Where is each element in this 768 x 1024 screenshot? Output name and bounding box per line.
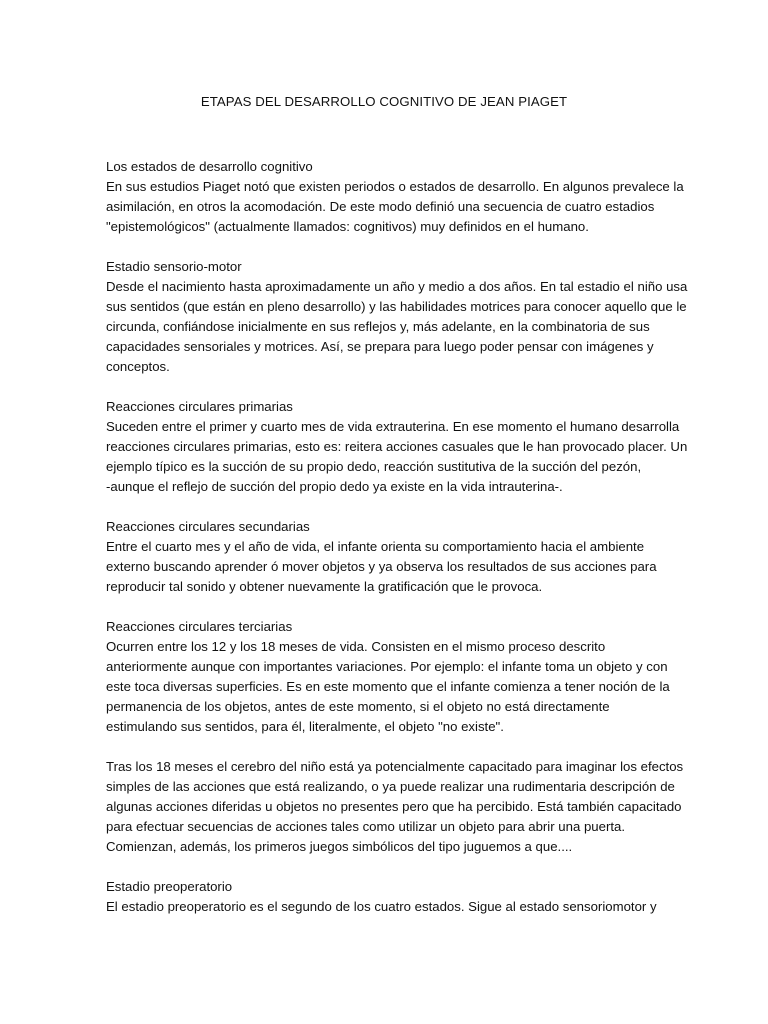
paragraph-line: externo buscando aprender ó mover objetos y ya observa los resultados de sus acciones para bbox=[106, 559, 657, 574]
section-reacciones-primarias bbox=[106, 397, 686, 497]
section-heading: Reacciones circulares terciarias bbox=[106, 619, 293, 634]
paragraph-line: este toca diversas superficies. Es en este momento que el infante comienza a tener noción de la bbox=[106, 679, 670, 694]
paragraph-line: Tras los 18 meses el cerebro del niño está ya potencialmente capacitado para imaginar los efectos bbox=[106, 759, 684, 774]
paragraph-line: algunas acciones diferidas u objetos no presentes pero que ha percibido. Está también capacitado bbox=[106, 799, 682, 814]
section-estados-desarrollo bbox=[106, 157, 686, 237]
section-preoperatorio bbox=[106, 877, 686, 917]
section-heading: Reacciones circulares primarias bbox=[106, 399, 293, 414]
paragraph-line: asimilación, en otros la acomodación. De este modo definió una secuencia de cuatro estadios bbox=[106, 199, 655, 214]
paragraph-line: Entre el cuarto mes y el año de vida, el infante orienta su comportamiento hacia el ambiente bbox=[106, 539, 645, 554]
paragraph-line: Suceden entre el primer y cuarto mes de vida extrauterina. En ese momento el humano desarrolla bbox=[106, 419, 680, 434]
section-reacciones-secundarias bbox=[106, 517, 686, 597]
paragraph-line: para efectuar secuencias de acciones tales como utilizar un objeto para abrir una puerta. bbox=[106, 819, 626, 834]
paragraph-line: Desde el nacimiento hasta aproximadamente un año y medio a dos años. En tal estadio el niño usa bbox=[106, 279, 688, 294]
section-sensorio-motor bbox=[106, 257, 686, 377]
paragraph-line: sus sentidos (que están en pleno desarrollo) y las habilidades motrices para conocer aquello que le bbox=[106, 299, 687, 314]
paragraph-line: estimulando sus sentidos, para él, literalmente, el objeto "no existe". bbox=[106, 719, 504, 734]
paragraph-line: circunda, confiándose inicialmente en sus reflejos y, más adelante, en la combinatoria de sus bbox=[106, 319, 650, 334]
section-heading: Estadio sensorio-motor bbox=[106, 259, 242, 274]
section-tras-18-meses bbox=[106, 757, 686, 857]
paragraph-line: ejemplo típico es la succión de su propio dedo, reacción sustitutiva de la succión del pezón, bbox=[106, 459, 642, 474]
section-heading: Reacciones circulares secundarias bbox=[106, 519, 310, 534]
paragraph-line: capacidades sensoriales y motrices. Así, se prepara para luego poder pensar con imágenes y bbox=[106, 339, 654, 354]
section-heading: Estadio preoperatorio bbox=[106, 879, 233, 894]
paragraph-line: -aunque el reflejo de succión del propio dedo ya existe en la vida intrauterina-. bbox=[106, 479, 563, 494]
paragraph-line: Ocurren entre los 12 y los 18 meses de vida. Consisten en el mismo proceso descrito bbox=[106, 639, 606, 654]
paragraph-line: reproducir tal sonido y obtener nuevamente la gratificación que le provoca. bbox=[106, 579, 543, 594]
paragraph-line: En sus estudios Piaget notó que existen periodos o estados de desarrollo. En algunos prevalece la bbox=[106, 179, 684, 194]
document-title: ETAPAS DEL DESARROLLO COGNITIVO DE JEAN PIAGET bbox=[200, 94, 568, 109]
paragraph-line: anteriormente aunque con importantes variaciones. Por ejemplo: el infante toma un objeto y con bbox=[106, 659, 668, 674]
paragraph-line: "epistemológicos" (actualmente llamados: cognitivos) muy definidos en el humano. bbox=[106, 219, 589, 234]
paragraph-line: conceptos. bbox=[106, 359, 170, 374]
paragraph-line: reacciones circulares primarias, esto es: reitera acciones casuales que le han provocado placer. Un bbox=[106, 439, 688, 454]
paragraph-line: El estadio preoperatorio es el segundo de los cuatro estados. Sigue al estado sensoriomotor y bbox=[106, 899, 657, 914]
document-body bbox=[106, 157, 686, 937]
section-heading: Los estados de desarrollo cognitivo bbox=[106, 159, 313, 174]
paragraph-line: simples de las acciones que está realizando, o ya puede realizar una rudimentaria descripción de bbox=[106, 779, 675, 794]
paragraph-line: Comienzan, además, los primeros juegos simbólicos del tipo juguemos a que.... bbox=[106, 839, 573, 854]
paragraph-line: permanencia de los objetos, antes de este momento, si el objeto no está directamente bbox=[106, 699, 610, 714]
section-reacciones-terciarias bbox=[106, 617, 686, 737]
